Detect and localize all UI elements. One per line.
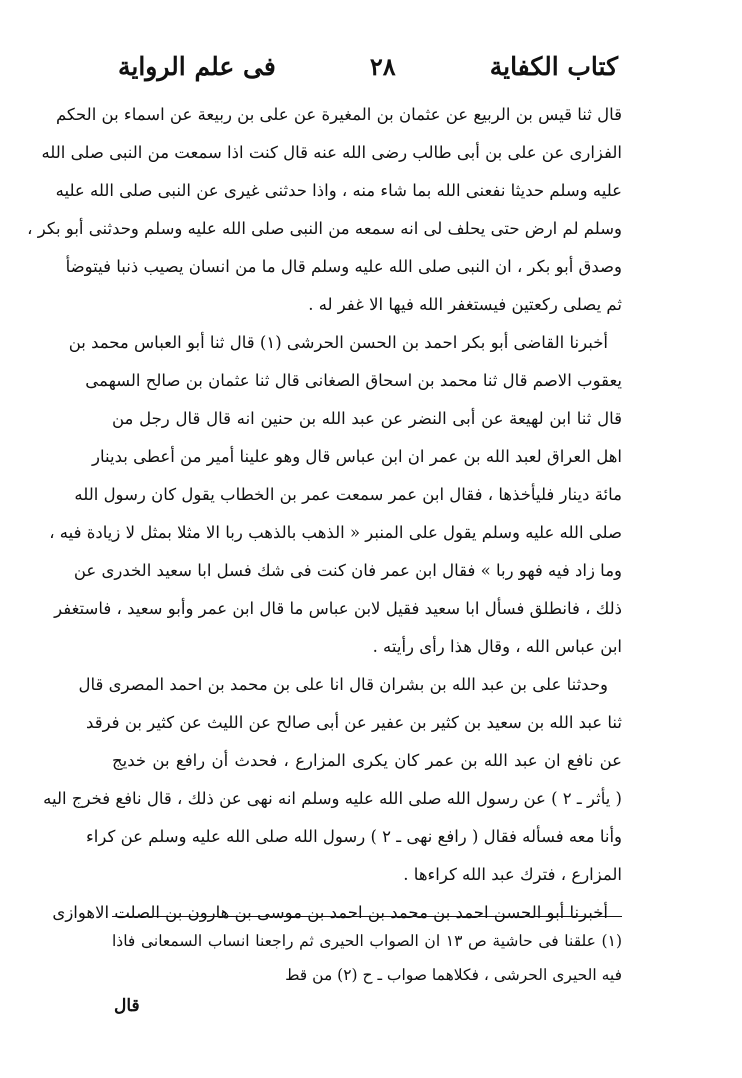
header-book-title: كتاب الكفاية (489, 51, 618, 81)
text-line: وحدثنا على بن عبد الله بن بشران قال انا على بن محمد بن احمد المصرى قال (78, 675, 608, 694)
text-line: وأنا معه فسأله فقال ( رافع نهى ـ ٢ ) رسول الله صلى الله عليه وسلم عن كراء (86, 827, 622, 846)
text-line: قال ثنا قيس بن الربيع عن عثمان بن المغيرة عن على بن ربيعة عن اسماء بن الحكم (55, 105, 622, 124)
text-line: المزارع ، فترك عبد الله كراءها . (403, 865, 622, 884)
text-line: ثنا عبد الله بن سعيد بن كثير بن عفير عن أبى صالح عن الليث عن كثير بن فرقد (86, 713, 622, 732)
text-line: ( يأثر ـ ٢ ) عن رسول الله صلى الله عليه وسلم انه نهى عن ذلك ، قال نافع فخرج اليه (43, 789, 622, 808)
text-line: اهل العراق لعبد الله بن عمر ان ابن عباس قال وهو علينا أمير من أعطى بدينار (92, 447, 622, 466)
text-line: وسلم لم ارض حتى يحلف لى انه سمعه من النبى صلى الله عليه وسلم وحدثنى أبو بكر ، (27, 219, 622, 238)
footnotes (112, 924, 622, 992)
text-line: ثم يصلى ركعتين فيستغفر الله فيها الا غفر له . (308, 295, 622, 314)
text-line: قال ثنا ابن لهيعة عن أبى النضر عن عبد الله بن حنين انه قال قال رجل من (112, 409, 622, 428)
text-line: وما زاد فيه فهو ربا » فقال ابن عمر فان كنت فى شك فسل ابا سعيد الخدرى عن (73, 561, 622, 580)
footnote-line: (١) علقنا فى حاشية ص ١٣ ان الصواب الحيرى ثم راجعنا انساب السمعانى فاذا (112, 932, 622, 950)
text-line: أخبرنا أبو الحسن احمد بن محمد بن احمد بن موسى بن هارون بن الصلت الاهوازى (52, 903, 608, 922)
main-text (27, 96, 622, 932)
text-line: الفزارى عن على بن أبى طالب رضى الله عنه قال كنت اذا سمعت من النبى صلى الله (41, 143, 622, 162)
footnote-line: فيه الحيرى الحرشى ، فكلاهما صواب ـ ح (٢) من قط (285, 966, 622, 984)
text-line: عن نافع ان عبد الله بن عمر كان يكرى المزارع ، فحدث أن رافع بن خديج (112, 751, 622, 770)
text-line: صلى الله عليه وسلم يقول على المنبر « الذهب بالذهب ربا الا مثلا بمثل لا زيادة فيه ، (49, 523, 622, 542)
text-line: ذلك ، فانطلق فسأل ابا سعيد فقيل لابن عباس ما قال ابن عمر وأبو سعيد ، فاستغفر (54, 599, 622, 618)
text-line: يعقوب الاصم قال ثنا محمد بن اسحاق الصغانى قال ثنا عثمان بن صالح السهمى (85, 371, 622, 390)
text-line: أخبرنا القاضى أبو بكر احمد بن الحسن الحرشى (١) قال ثنا أبو العباس محمد بن (68, 333, 608, 352)
text-line: عليه وسلم حديثا نفعنى الله بما شاء منه ، واذا حدثنى غيرى عن النبى صلى الله عليه (55, 181, 622, 200)
catchword: قال (114, 996, 140, 1016)
running-header (118, 46, 618, 86)
header-subject-title: فى علم الرواية (118, 51, 276, 81)
page-number: ٢٨ (369, 51, 396, 81)
footnote-divider (112, 916, 622, 917)
text-line: مائة دينار فليأخذها ، فقال ابن عمر سمعت عمر بن الخطاب يقول كان رسول الله (74, 485, 622, 504)
text-line: وصدق أبو بكر ، ان النبى صلى الله عليه وسلم قال ما من انسان يصيب ذنبا فيتوضأ (65, 257, 622, 276)
text-line: ابن عباس الله ، وقال هذا رأى رأيته . (372, 637, 622, 656)
